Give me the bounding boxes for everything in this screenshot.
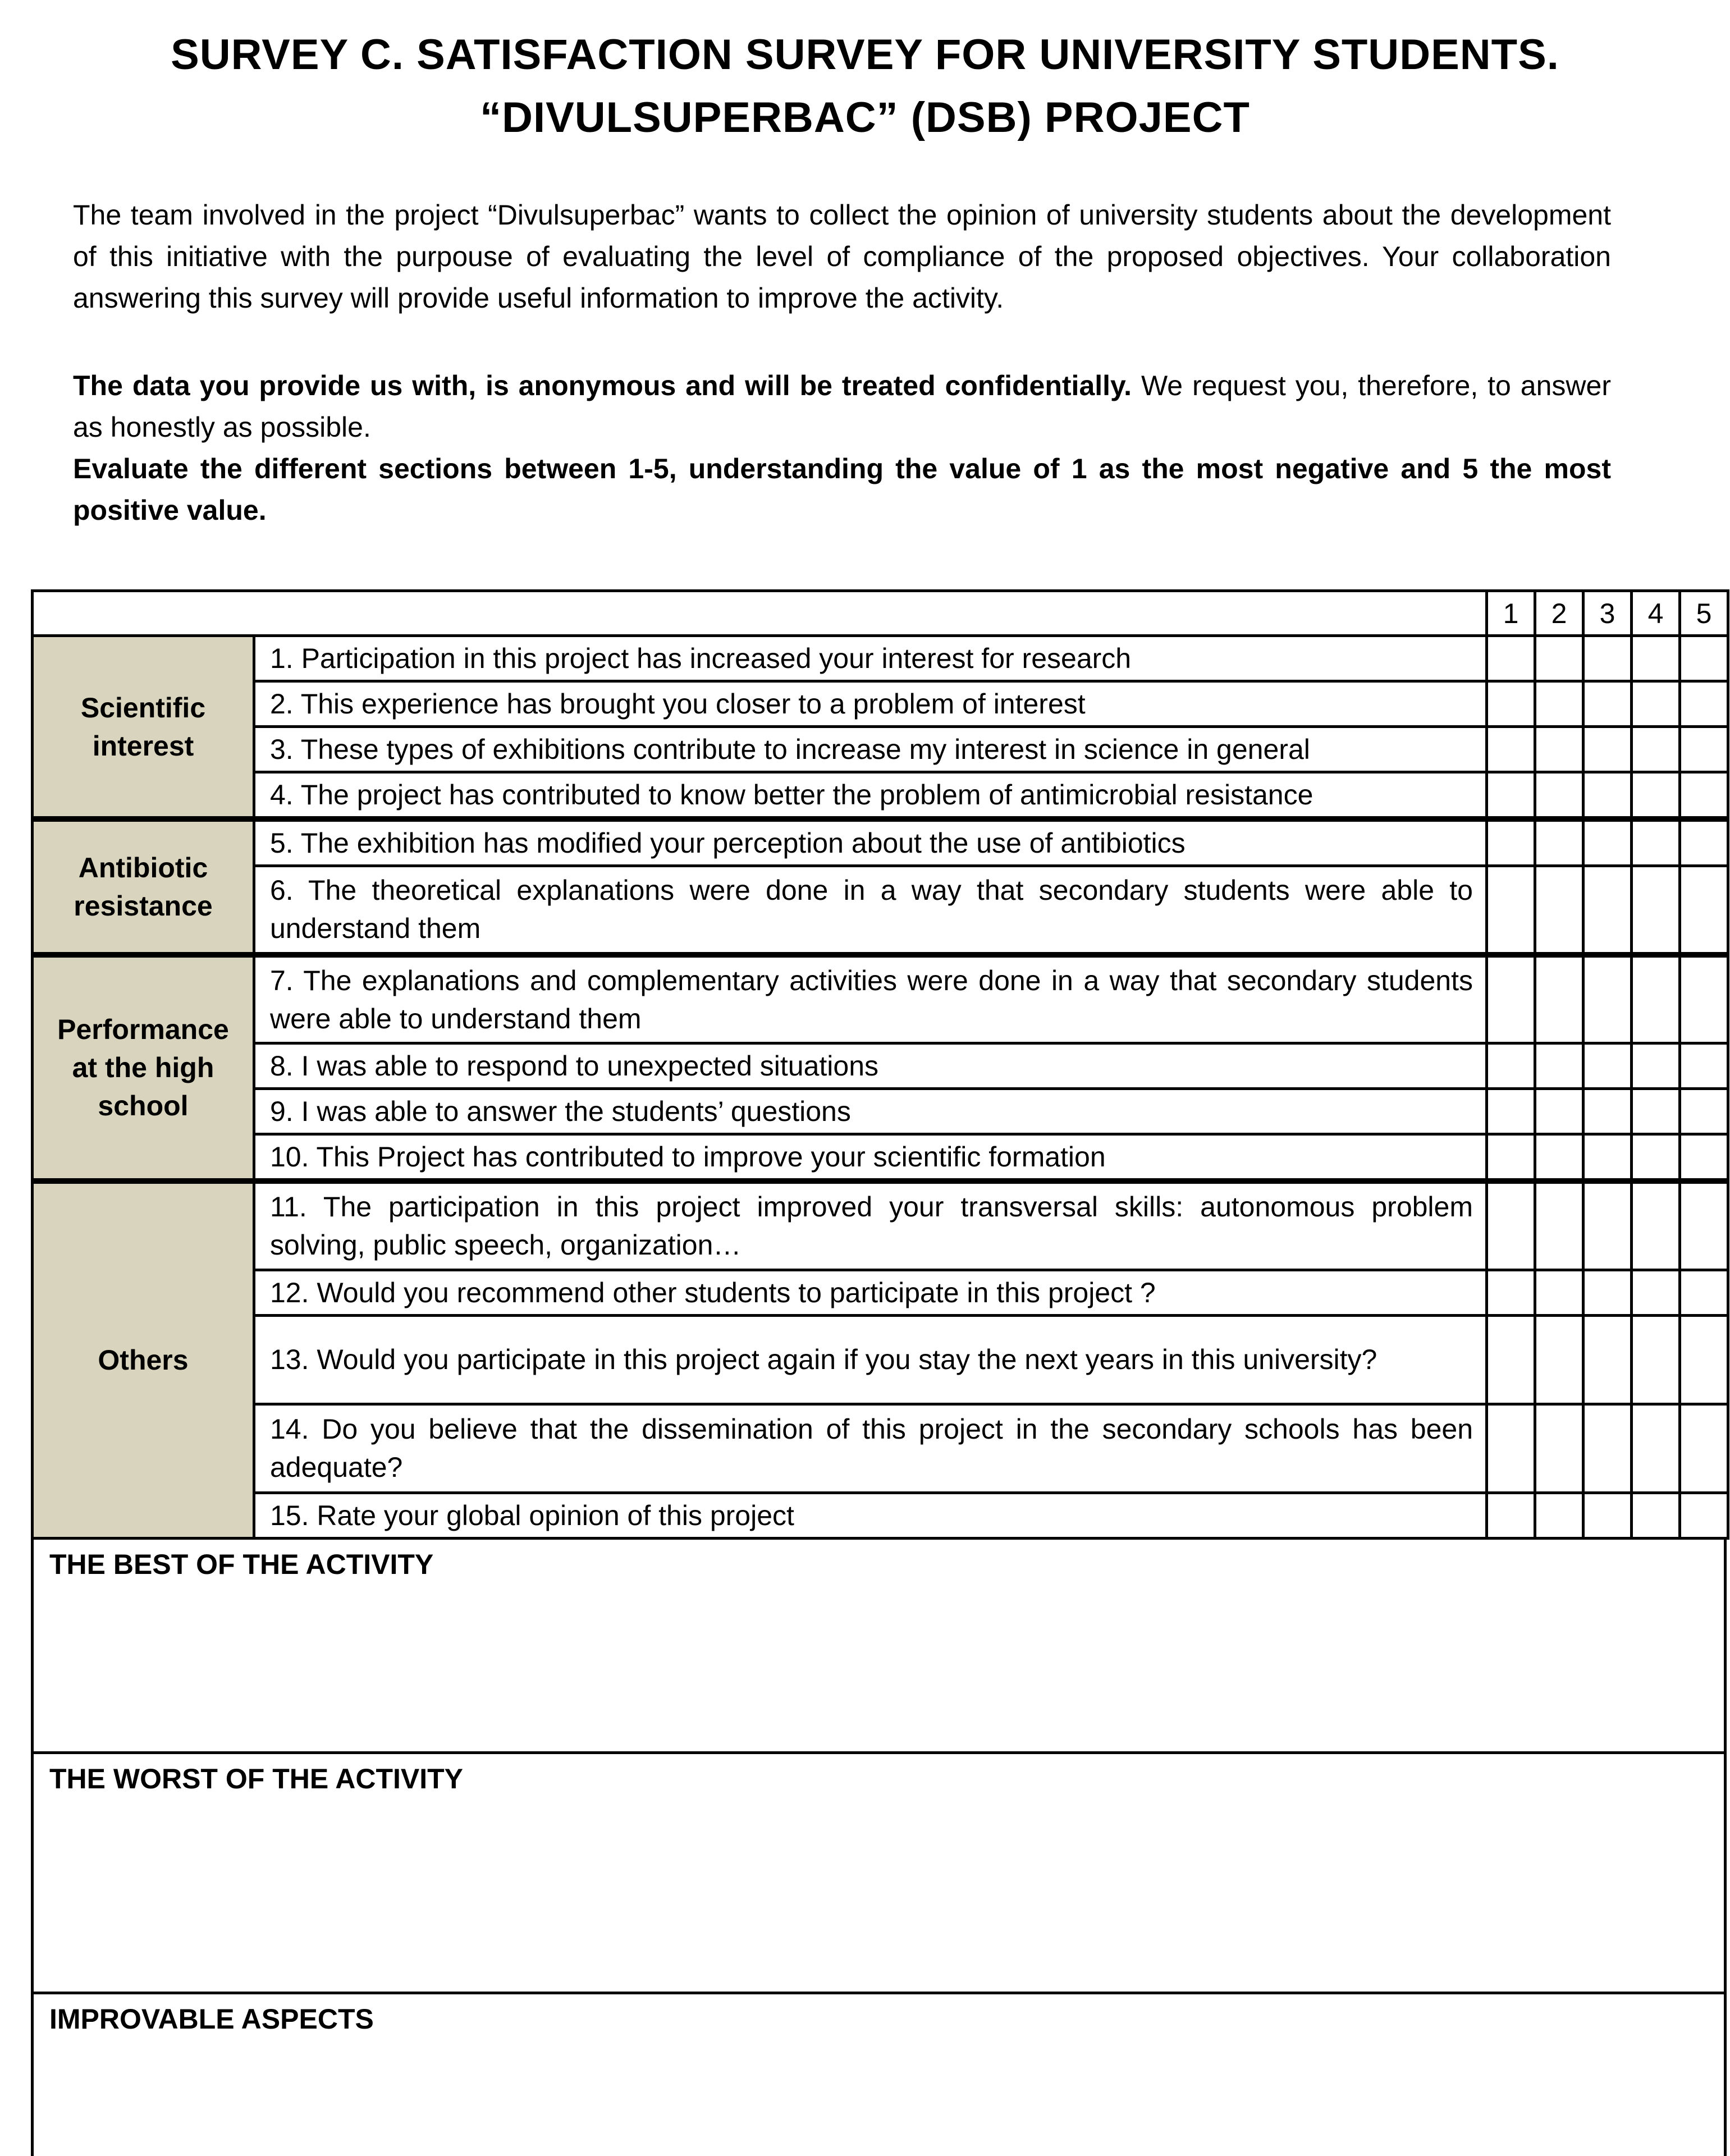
question-6: 6. The theoretical explanations were done in a way that secondary students were able to understand them (254, 866, 1487, 955)
question-row-3 (33, 727, 1728, 772)
rating-cell-5[interactable] (1680, 819, 1728, 866)
intro-text-block (73, 194, 1611, 531)
rating-header-4: 4 (1632, 591, 1680, 636)
question-10: 10. This Project has contributed to improve your scientific formation (254, 1134, 1487, 1182)
question-row-2 (33, 681, 1728, 727)
rating-cell-1[interactable] (1487, 955, 1535, 1043)
rating-cell-3[interactable] (1583, 1134, 1632, 1182)
rating-cell-1[interactable] (1487, 1270, 1535, 1315)
rating-cell-1[interactable] (1487, 1089, 1535, 1134)
rating-cell-2[interactable] (1535, 819, 1583, 866)
rating-cell-3[interactable] (1583, 1270, 1632, 1315)
anonymous-note-rest: We request you, therefore, to answer as honestly as possible. (73, 370, 1611, 443)
rating-header-3: 3 (1583, 591, 1632, 636)
question-4: 4. The project has contributed to know better the problem of antimicrobial resistance (254, 772, 1487, 820)
group-others: Others (33, 1181, 254, 1538)
rating-cell-5[interactable] (1680, 1043, 1728, 1089)
rating-cell-3[interactable] (1583, 1404, 1632, 1493)
rating-cell-2[interactable] (1535, 866, 1583, 955)
question-2: 2. This experience has brought you closer to a problem of interest (254, 681, 1487, 727)
rating-cell-3[interactable] (1583, 772, 1632, 820)
survey-title-line1: SURVEY C. SATISFACTION SURVEY FOR UNIVERSITY STUDENTS. (171, 31, 1559, 79)
rating-cell-3[interactable] (1583, 1181, 1632, 1270)
table-corner-cell (33, 591, 1487, 636)
question-row-6 (33, 866, 1728, 955)
rating-header-2: 2 (1535, 591, 1583, 636)
rating-cell-2[interactable] (1535, 1493, 1583, 1538)
rating-cell-5[interactable] (1680, 866, 1728, 955)
question-row-5 (33, 819, 1728, 866)
improvable-aspects-label: IMPROVABLE ASPECTS (49, 2003, 374, 2035)
question-15: 15. Rate your global opinion of this project (254, 1493, 1487, 1538)
best-of-activity-box[interactable] (31, 1540, 1727, 1754)
rating-cell-5[interactable] (1680, 636, 1728, 681)
rating-cell-5[interactable] (1680, 1181, 1728, 1270)
worst-of-activity-box[interactable] (31, 1754, 1727, 1994)
question-row-10 (33, 1134, 1728, 1182)
rating-cell-4[interactable] (1632, 772, 1680, 820)
rating-cell-2[interactable] (1535, 636, 1583, 681)
rating-cell-2[interactable] (1535, 1315, 1583, 1404)
rating-cell-5[interactable] (1680, 955, 1728, 1043)
rating-cell-3[interactable] (1583, 1043, 1632, 1089)
rating-cell-4[interactable] (1632, 1089, 1680, 1134)
instructions-paragraph (73, 365, 1611, 531)
rating-cell-3[interactable] (1583, 727, 1632, 772)
rating-cell-2[interactable] (1535, 1134, 1583, 1182)
rating-cell-1[interactable] (1487, 772, 1535, 820)
rating-cell-3[interactable] (1583, 1315, 1632, 1404)
rating-cell-2[interactable] (1535, 1404, 1583, 1493)
question-3: 3. These types of exhibitions contribute to increase my interest in science in general (254, 727, 1487, 772)
rating-cell-1[interactable] (1487, 1404, 1535, 1493)
evaluate-instruction: Evaluate the different sections between 1-5, understanding the value of 1 as the most negative and 5 the most positive value. (73, 453, 1611, 526)
rating-cell-1[interactable] (1487, 1181, 1535, 1270)
rating-cell-3[interactable] (1583, 866, 1632, 955)
rating-cell-5[interactable] (1680, 727, 1728, 772)
question-row-14 (33, 1404, 1728, 1493)
rating-cell-5[interactable] (1680, 1089, 1728, 1134)
rating-header-row (33, 591, 1728, 636)
rating-cell-1[interactable] (1487, 681, 1535, 727)
question-1: 1. Participation in this project has increased your interest for research (254, 636, 1487, 681)
rating-cell-1[interactable] (1487, 1315, 1535, 1404)
question-7: 7. The explanations and complementary activities were done in a way that secondary students were able to understand them (254, 955, 1487, 1043)
rating-cell-5[interactable] (1680, 1270, 1728, 1315)
rating-cell-3[interactable] (1583, 681, 1632, 727)
rating-header-5: 5 (1680, 591, 1728, 636)
rating-header-1: 1 (1487, 591, 1535, 636)
rating-cell-5[interactable] (1680, 1404, 1728, 1493)
rating-cell-5[interactable] (1680, 1493, 1728, 1538)
rating-cell-4[interactable] (1632, 1404, 1680, 1493)
rating-cell-2[interactable] (1535, 772, 1583, 820)
rating-cell-4[interactable] (1632, 727, 1680, 772)
rating-cell-1[interactable] (1487, 727, 1535, 772)
question-row-12 (33, 1270, 1728, 1315)
survey-title-line2: “DIVULSUPERBAC” (DSB) PROJECT (480, 94, 1250, 141)
rating-cell-1[interactable] (1487, 1493, 1535, 1538)
survey-rating-table (31, 589, 1729, 1540)
rating-cell-2[interactable] (1535, 681, 1583, 727)
group-performance-high-school: Performance at the high school (33, 955, 254, 1182)
rating-cell-3[interactable] (1583, 1493, 1632, 1538)
question-14: 14. Do you believe that the dissemination of this project in the secondary schools has been adequate? (254, 1404, 1487, 1493)
improvable-aspects-box[interactable] (31, 1994, 1727, 2156)
anonymous-note-bold: The data you provide us with, is anonymous and will be treated confidentially. (73, 370, 1132, 401)
question-row-7 (33, 955, 1728, 1043)
rating-cell-2[interactable] (1535, 1043, 1583, 1089)
rating-cell-3[interactable] (1583, 819, 1632, 866)
rating-cell-4[interactable] (1632, 955, 1680, 1043)
rating-cell-1[interactable] (1487, 1134, 1535, 1182)
question-row-13 (33, 1315, 1728, 1404)
rating-cell-5[interactable] (1680, 681, 1728, 727)
question-row-15 (33, 1493, 1728, 1538)
rating-cell-4[interactable] (1632, 866, 1680, 955)
question-8: 8. I was able to respond to unexpected situations (254, 1043, 1487, 1089)
rating-cell-2[interactable] (1535, 1089, 1583, 1134)
worst-of-activity-label: THE WORST OF THE ACTIVITY (49, 1763, 464, 1795)
rating-cell-5[interactable] (1680, 1315, 1728, 1404)
group-scientific-interest: Scientific interest (33, 636, 254, 820)
rating-cell-3[interactable] (1583, 955, 1632, 1043)
rating-cell-4[interactable] (1632, 1493, 1680, 1538)
rating-cell-4[interactable] (1632, 1134, 1680, 1182)
question-9: 9. I was able to answer the students’ questions (254, 1089, 1487, 1134)
question-5: 5. The exhibition has modified your perception about the use of antibiotics (254, 819, 1487, 866)
rating-cell-4[interactable] (1632, 681, 1680, 727)
rating-cell-4[interactable] (1632, 636, 1680, 681)
question-13: 13. Would you participate in this project again if you stay the next years in this university? (254, 1315, 1487, 1404)
group-antibiotic-resistance: Antibiotic resistance (33, 819, 254, 955)
question-row-9 (33, 1089, 1728, 1134)
question-row-1 (33, 636, 1728, 681)
question-11: 11. The participation in this project improved your transversal skills: autonomous problem solving, public speech, organization… (254, 1181, 1487, 1270)
survey-title (0, 0, 1730, 149)
rating-cell-5[interactable] (1680, 772, 1728, 820)
rating-cell-1[interactable] (1487, 1043, 1535, 1089)
rating-cell-3[interactable] (1583, 636, 1632, 681)
rating-cell-1[interactable] (1487, 866, 1535, 955)
rating-cell-2[interactable] (1535, 727, 1583, 772)
rating-cell-1[interactable] (1487, 636, 1535, 681)
best-of-activity-label: THE BEST OF THE ACTIVITY (49, 1548, 434, 1580)
rating-cell-4[interactable] (1632, 1315, 1680, 1404)
rating-cell-4[interactable] (1632, 819, 1680, 866)
intro-paragraph: The team involved in the project “Divulsuperbac” wants to collect the opinion of university students about the development of this initiative with the purpouse of evaluating the level of compliance of the proposed objectives. Your collaboration answering this survey will provide useful information to improve the activity. (73, 199, 1611, 314)
rating-cell-3[interactable] (1583, 1089, 1632, 1134)
question-row-11 (33, 1181, 1728, 1270)
rating-cell-4[interactable] (1632, 1181, 1680, 1270)
rating-cell-2[interactable] (1535, 955, 1583, 1043)
free-answer-section (31, 1540, 1727, 2156)
rating-cell-1[interactable] (1487, 819, 1535, 866)
question-12: 12. Would you recommend other students to participate in this project ? (254, 1270, 1487, 1315)
rating-cell-2[interactable] (1535, 1181, 1583, 1270)
question-row-8 (33, 1043, 1728, 1089)
rating-cell-4[interactable] (1632, 1270, 1680, 1315)
question-row-4 (33, 772, 1728, 820)
rating-cell-4[interactable] (1632, 1043, 1680, 1089)
rating-cell-2[interactable] (1535, 1270, 1583, 1315)
rating-cell-5[interactable] (1680, 1134, 1728, 1182)
